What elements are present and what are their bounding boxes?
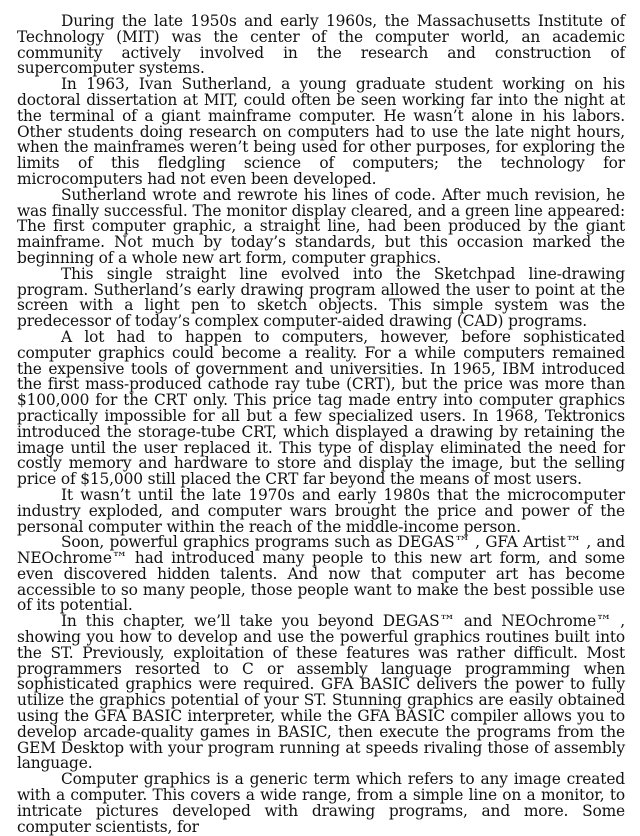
paragraph-sketchpad: This single straight line evolved into the Sketchpad line-drawing program. Sutherland’s early drawing program allowed the user to point at the screen with a light pen to sketch objects. This simple system was the predecessor of today’s complex computer-aided drawing (CAD) programs. [17, 264, 625, 331]
paragraph-crt-history: A lot had to happen to computers, however, before sophisticated computer graphics could become a reality. For a while computers remained the expensive tools of government and universities. In 1965, IBM introduced the first mass-produced cathode ray tube (CRT), but the price was more than $100,000 for the CRT only. This price tag made entry into computer graphics practically impossible for all but a few specialized users. In 1968, Tektronics introduced the storage-tube CRT, which displayed a drawing by retaining the image until the user replaced it. This type of display eliminated the need for costly memory and hardware to store and display the image, but the selling price of $15,000 still placed the CRT far beyond the means of most users. [17, 327, 625, 489]
paragraph-first-graphic: Sutherland wrote and rewrote his lines of code. After much revision, he was finally successful. The monitor display cleared, and a green line appeared: The first computer graphic, a straight line, had been produced by the giant mainframe. Not much by today’s standards, but this occasion marked the beginning of a whole new art form, computer graphics. [17, 185, 625, 267]
paragraph-microcomputer-boom: It wasn’t until the late 1970s and early 1980s that the microcomputer industry exploded, and computer wars brought the price and power of the personal computer within the reach of the middle-income person. [17, 485, 625, 536]
paragraph-computer-graphics-definition: Computer graphics is a generic term which refers to any image created with a computer. This covers a wide range, from a simple line on a monitor, to intricate pictures developed with drawing programs, and more. Some computer scientists, for [17, 770, 625, 836]
paragraph-mit-history: During the late 1950s and early 1960s, the Massachusetts Institute of Technology (MIT) was the center of the computer world, an academic community actively involved in the research and construction of supercomputer systems. [17, 12, 625, 78]
paragraph-sutherland-dissertation: In 1963, Ivan Sutherland, a young graduate student working on his doctoral dissertation at MIT, could often be seen working far into the night at the terminal of a giant mainframe computer. He wasn’t alone in his labors. Other students doing research on computers had to use the late night hours, when the mainframes weren’t being used for other purposes, for exploring the limits of this fledgling science of computers; the technology for microcomputers had not even been developed. [17, 75, 625, 188]
paragraph-graphics-programs: Soon, powerful graphics programs such as DEGAS™ , GFA Artist™ , and NEOchrome™ had introduced many people to this new art form, and some even discovered hidden talents. And now that computer art has become accessible to so many people, those people want to make the best possible use of its potential. [17, 533, 625, 615]
paragraph-chapter-intro: In this chapter, we’ll take you beyond DEGAS™ and NEOchrome™ , showing you how to develop and use the powerful graphics routines built into the ST. Previously, exploitation of these features was rather difficult. Most programmers resorted to C or assembly language programming when sophisticated graphics were required. GFA BASIC delivers the power to fully utilize the graphics potential of your ST. Stunning graphics are easily obtained using the GFA BASIC interpreter, while the GFA BASIC compiler allows you to develop arcade-quality games in BASIC, then execute the programs from the GEM Desktop with your program running at speeds rivaling those of assembly language. [17, 612, 625, 773]
document-page [17, 14, 625, 835]
